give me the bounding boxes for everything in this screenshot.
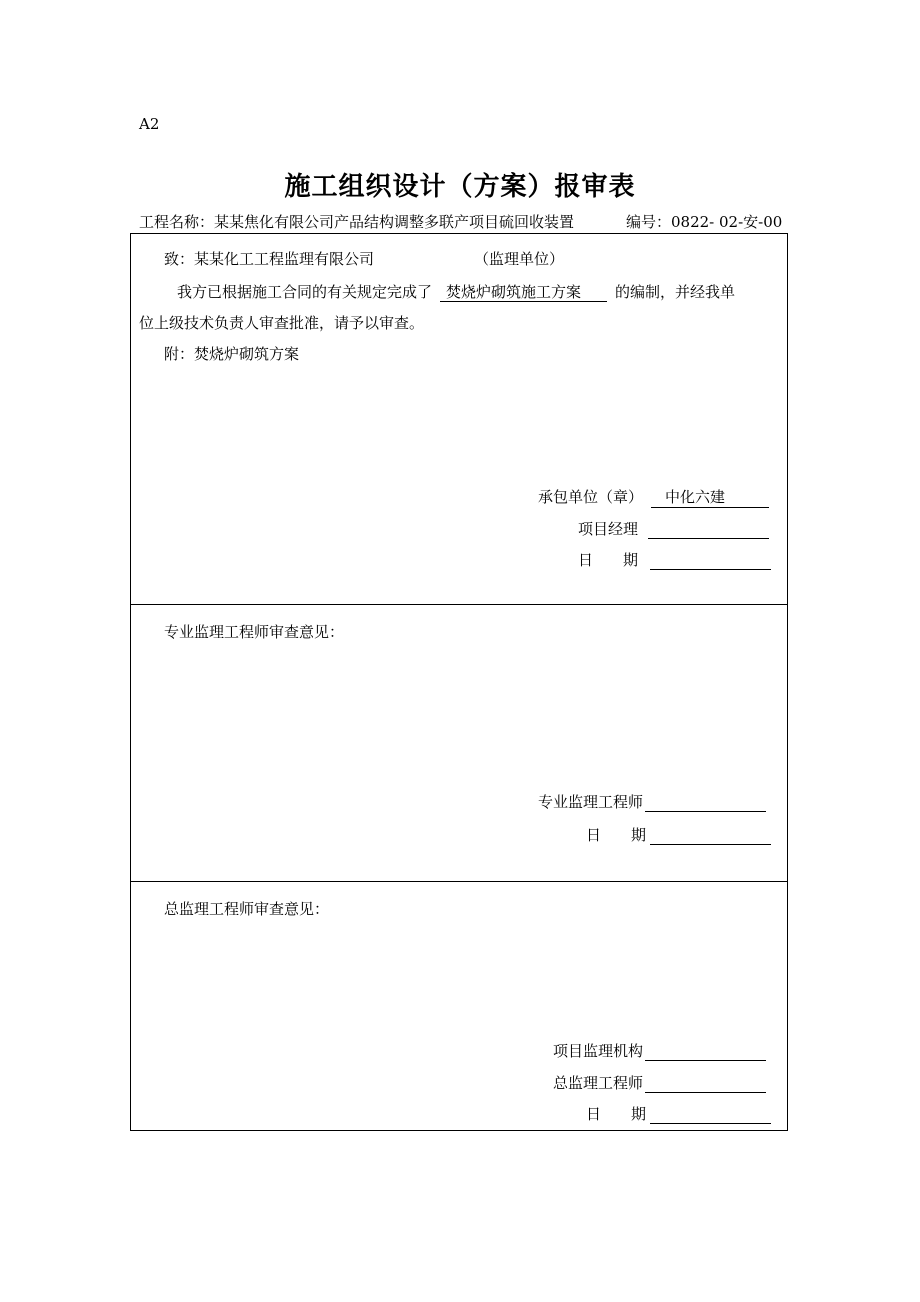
plan-name: 焚烧炉砌筑施工方案 — [440, 283, 607, 302]
supervision-org-signature — [553, 1040, 766, 1061]
review-form-table — [130, 233, 788, 1131]
date-signature-1 — [578, 549, 771, 570]
body-paragraph-line1 — [177, 281, 735, 302]
date-blank-3 — [650, 1106, 771, 1124]
project-name: 工程名称：某某焦化有限公司产品结构调整多联产项目硫回收装置 — [139, 213, 575, 231]
page-title: 施工组织设计（方案）报审表 — [284, 172, 636, 202]
recipient-unit: （监理单位） — [474, 250, 565, 268]
body-text-pre: 我方已根据施工合同的有关规定完成了 — [177, 283, 433, 301]
recipient-company: 致：某某化工工程监理有限公司 — [164, 250, 375, 268]
manager-label: 项目经理 — [578, 520, 639, 538]
date-signature-2 — [586, 824, 771, 845]
chief-engineer-label: 总监理工程师 — [553, 1074, 644, 1092]
date-label-1: 日 期 — [578, 551, 639, 569]
date-blank-2 — [650, 827, 771, 845]
attachment-line: 附：焚烧炉砌筑方案 — [164, 345, 300, 363]
contractor-signature — [538, 486, 769, 508]
contractor-label: 承包单位（章） — [538, 488, 644, 506]
specialist-engineer-blank — [645, 794, 766, 812]
manager-signature — [578, 518, 769, 539]
specialist-engineer-label: 专业监理工程师 — [538, 793, 644, 811]
form-code: A2 — [139, 115, 160, 133]
recipient-line — [164, 248, 374, 269]
section-divider-2 — [130, 881, 788, 882]
date-label-3: 日 期 — [586, 1105, 647, 1123]
section-divider-1 — [130, 604, 788, 605]
specialist-engineer-signature — [538, 791, 766, 812]
form-number: 编号：0822- 02-安-00 — [626, 213, 783, 231]
date-label-2: 日 期 — [586, 826, 647, 844]
chief-opinion-heading: 总监理工程师审查意见： — [164, 900, 330, 918]
body-paragraph-line2: 位上级技术负责人审查批准，请予以审查。 — [139, 314, 425, 332]
contractor-value: 中化六建 — [651, 486, 769, 508]
project-line — [139, 211, 783, 232]
body-text-post: 的编制，并经我单 — [615, 283, 736, 301]
supervision-org-label: 项目监理机构 — [553, 1042, 644, 1060]
supervision-org-blank — [645, 1043, 766, 1061]
manager-blank — [648, 521, 769, 539]
date-signature-3 — [586, 1103, 771, 1124]
specialist-opinion-heading: 专业监理工程师审查意见： — [164, 623, 345, 641]
chief-engineer-blank — [645, 1075, 766, 1093]
chief-engineer-signature — [553, 1072, 766, 1093]
date-blank-1 — [650, 552, 771, 570]
